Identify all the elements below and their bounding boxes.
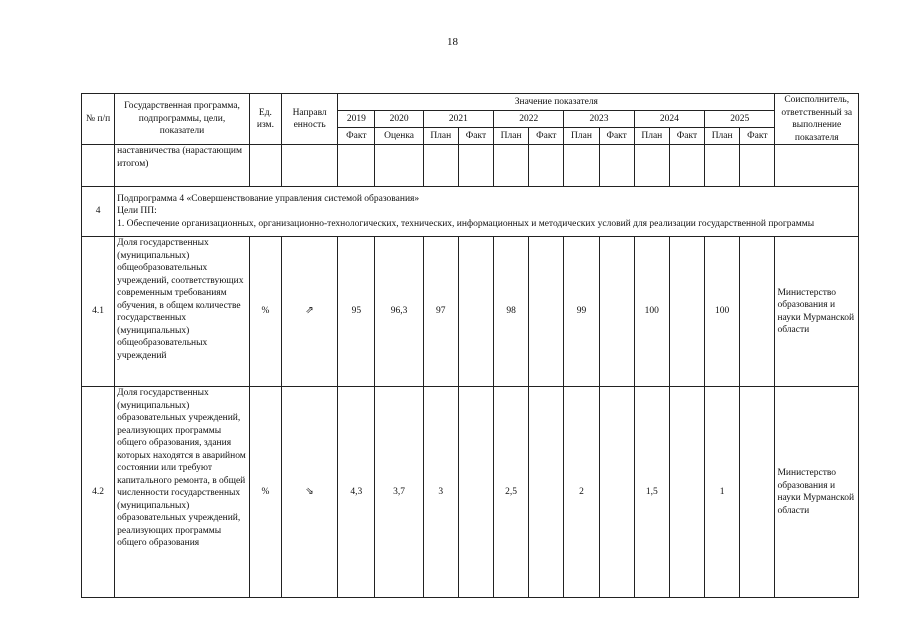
table-header-row bbox=[82, 94, 859, 111]
value-cell: 99 bbox=[564, 237, 599, 387]
header-subcol: План bbox=[423, 128, 458, 145]
header-subcol: Оценка bbox=[375, 128, 423, 145]
subprogram-goals-label: Цели ПП: bbox=[117, 206, 157, 217]
value-cell bbox=[740, 237, 775, 387]
subprogram-num: 4 bbox=[82, 187, 115, 237]
value-cell bbox=[529, 237, 564, 387]
header-direction: Направл енность bbox=[281, 94, 337, 145]
header-subcol: Факт bbox=[740, 128, 775, 145]
value-cell: 1 bbox=[705, 387, 740, 598]
header-year: 2021 bbox=[423, 111, 493, 128]
arrow-down-right-icon: ⇘ bbox=[305, 485, 314, 497]
value-cell: 3,7 bbox=[375, 387, 423, 598]
direction-cell bbox=[281, 237, 337, 387]
indicator-name: Доля государственных (муниципальных) общеобразовательных учреждений, соответствующих современным требованиям обучения, в общем количестве государственных (муниципальных) общеобразовательных учреждений bbox=[115, 237, 250, 387]
header-year: 2019 bbox=[338, 111, 375, 128]
indicator-name: наставничества (нарастающим итогом) bbox=[115, 145, 250, 187]
row-unit: % bbox=[249, 387, 281, 598]
header-year: 2020 bbox=[375, 111, 423, 128]
header-subcol: Факт bbox=[458, 128, 493, 145]
subprogram-cell bbox=[115, 187, 859, 237]
indicators-table bbox=[81, 93, 859, 598]
value-cell: 96,3 bbox=[375, 237, 423, 387]
value-cell: 97 bbox=[423, 237, 458, 387]
row-unit: % bbox=[249, 237, 281, 387]
value-cell bbox=[669, 387, 704, 598]
row-num: 4.2 bbox=[82, 387, 115, 598]
coexecutor-cell: Министерство образования и науки Мурманской области bbox=[775, 237, 859, 387]
header-subcol: Факт bbox=[599, 128, 634, 145]
page-number: 18 bbox=[447, 36, 458, 48]
value-cell: 4,3 bbox=[338, 387, 375, 598]
value-cell: 3 bbox=[423, 387, 458, 598]
header-year: 2025 bbox=[705, 111, 775, 128]
row-num: 4.1 bbox=[82, 237, 115, 387]
value-cell bbox=[599, 387, 634, 598]
header-subcol: План bbox=[494, 128, 529, 145]
table-row bbox=[82, 387, 859, 598]
header-unit: Ед. изм. bbox=[249, 94, 281, 145]
header-subcol: План bbox=[705, 128, 740, 145]
value-cell bbox=[740, 387, 775, 598]
value-cell: 100 bbox=[634, 237, 669, 387]
header-program: Государственная программа, подпрограммы, цели, показатели bbox=[115, 94, 250, 145]
value-cell: 2 bbox=[564, 387, 599, 598]
subprogram-title: Подпрограмма 4 «Совершенствование управления системой образования» bbox=[117, 193, 420, 204]
header-coexecutor: Соисполнитель, ответственный за выполнение показателя bbox=[775, 94, 859, 145]
subprogram-row bbox=[82, 187, 859, 237]
header-year: 2023 bbox=[564, 111, 634, 128]
header-subcol: Факт bbox=[669, 128, 704, 145]
header-year: 2024 bbox=[634, 111, 704, 128]
header-subcol: План bbox=[564, 128, 599, 145]
header-values: Значение показателя bbox=[338, 94, 775, 111]
value-cell bbox=[669, 237, 704, 387]
direction-cell bbox=[281, 387, 337, 598]
value-cell bbox=[599, 237, 634, 387]
value-cell bbox=[458, 237, 493, 387]
header-subcol: План bbox=[634, 128, 669, 145]
value-cell bbox=[529, 387, 564, 598]
value-cell: 95 bbox=[338, 237, 375, 387]
header-year: 2022 bbox=[494, 111, 564, 128]
subprogram-goal: 1. Обеспечение организационных, организационно-технологических, технических, информационных и методических условий для реализации государственной программы bbox=[117, 218, 815, 229]
table-row-continued bbox=[82, 145, 859, 187]
coexecutor-cell: Министерство образования и науки Мурманской области bbox=[775, 387, 859, 598]
value-cell: 1,5 bbox=[634, 387, 669, 598]
indicator-name: Доля государственных (муниципальных) образовательных учреждений, реализующих программы общего образования, здания которых находятся в аварийном состоянии или требуют капитального ремонта, в общей численности государственных (муниципальных) образовательных учреждений, реализующих программы общего образования bbox=[115, 387, 250, 598]
header-num: № п/п bbox=[82, 94, 115, 145]
value-cell: 2,5 bbox=[494, 387, 529, 598]
arrow-up-right-icon: ⇗ bbox=[305, 305, 314, 317]
table-row bbox=[82, 237, 859, 387]
value-cell bbox=[458, 387, 493, 598]
value-cell: 98 bbox=[494, 237, 529, 387]
header-subcol: Факт bbox=[338, 128, 375, 145]
value-cell: 100 bbox=[705, 237, 740, 387]
header-subcol: Факт bbox=[529, 128, 564, 145]
